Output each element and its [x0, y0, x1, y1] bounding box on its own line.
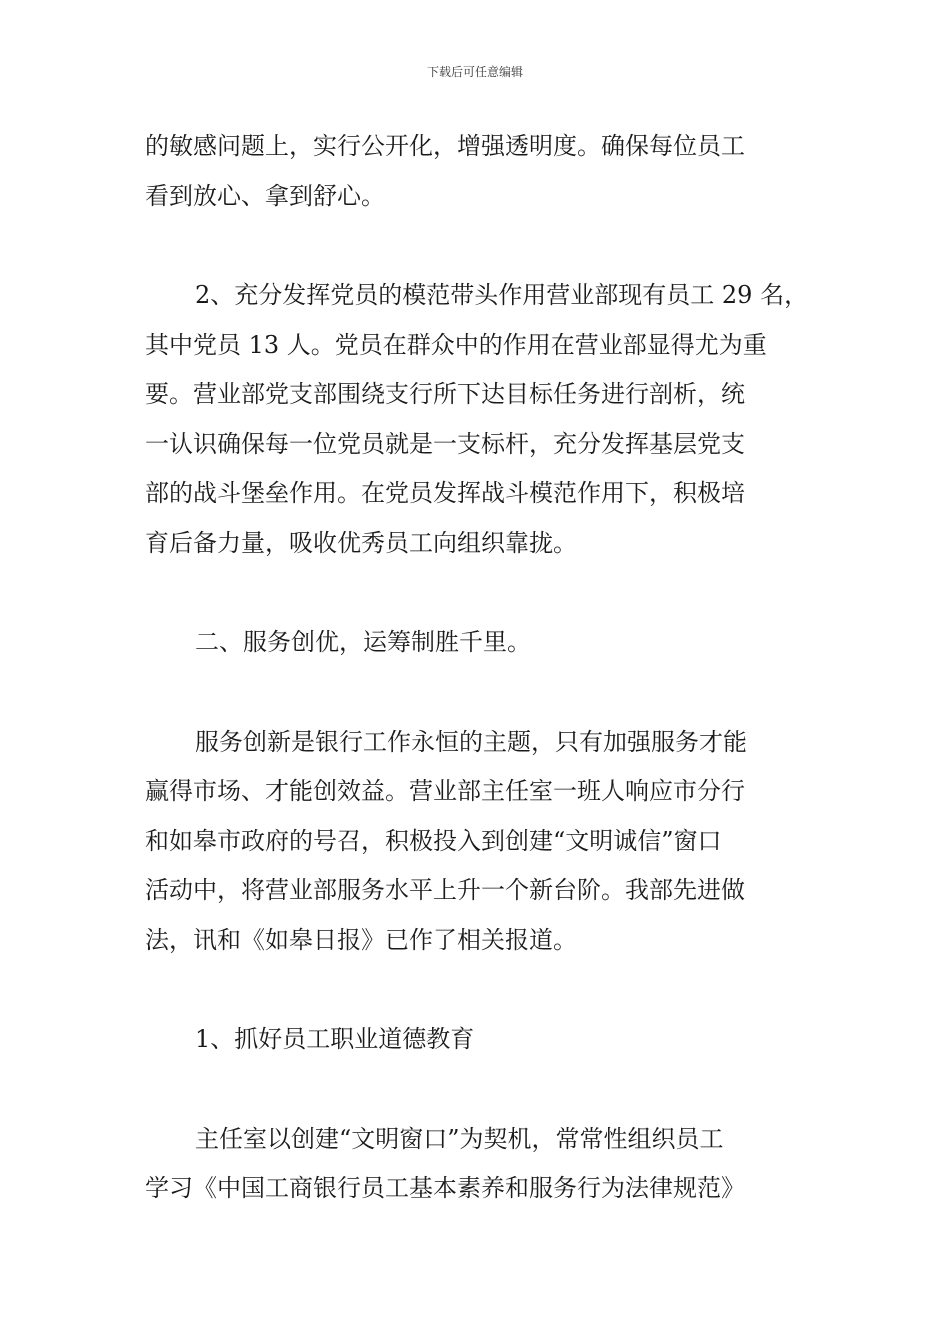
paragraph-spacer — [145, 221, 810, 271]
text-line: 主任室以创建“文明窗口”为契机，常常性组织员工 — [195, 1124, 724, 1153]
text-line: 的敏感问题上，实行公开化，增强透明度。确保每位员工 — [145, 132, 745, 160]
paragraph-spacer — [145, 668, 810, 718]
paragraph-spacer — [145, 1065, 810, 1115]
paragraph-spacer — [145, 568, 810, 618]
text-line: 2、充分发挥党员的模范带头作用营业部现有员工 29 名， — [195, 281, 809, 309]
document-body — [145, 122, 810, 1214]
section-heading-service: 二、服务创优，运筹制胜千里。 — [195, 628, 531, 656]
text-line: 育后备力量，吸收优秀员工向组织靠拢。 — [145, 528, 577, 557]
text-line: 看到放心、拿到舒心。 — [145, 181, 385, 210]
text-line: 要。营业部党支部围绕支行所下达目标任务进行剖析，统 — [145, 380, 745, 408]
text-line: 赢得市场、才能创效益。营业部主任室一班人响应市分行 — [145, 777, 745, 805]
text-line: 其中党员 13 人。党员在群众中的作用在营业部显得尤为重 — [145, 330, 767, 359]
text-line: 一认识确保每一位党员就是一支标杆，充分发挥基层党支 — [145, 429, 745, 458]
text-line: 活动中，将营业部服务水平上升一个新台阶。我部先进做 — [145, 876, 745, 904]
page-header-note: 下载后可任意编辑 — [426, 65, 523, 79]
paragraph-party-members — [145, 271, 810, 568]
text-line: 服务创新是银行工作永恒的主题，只有加强服务才能 — [195, 727, 747, 756]
text-line: 部的战斗堡垒作用。在党员发挥战斗模范作用下，积极培 — [145, 479, 745, 507]
paragraph-civilized-window — [145, 1115, 810, 1214]
text-line: 法，讯和《如皋日报》已作了相关报道。 — [145, 925, 577, 954]
paragraph-service-innovation — [145, 718, 810, 966]
text-line: 学习《中国工商银行员工基本素养和服务行为法律规范》 — [145, 1174, 745, 1202]
text-line: 和如皋市政府的号召，积极投入到创建“文明诚信”窗口 — [145, 826, 722, 855]
subheading-ethics-education: 1、抓好员工职业道德教育 — [195, 1025, 475, 1053]
paragraph-transparency — [145, 122, 810, 221]
paragraph-spacer — [145, 965, 810, 1015]
